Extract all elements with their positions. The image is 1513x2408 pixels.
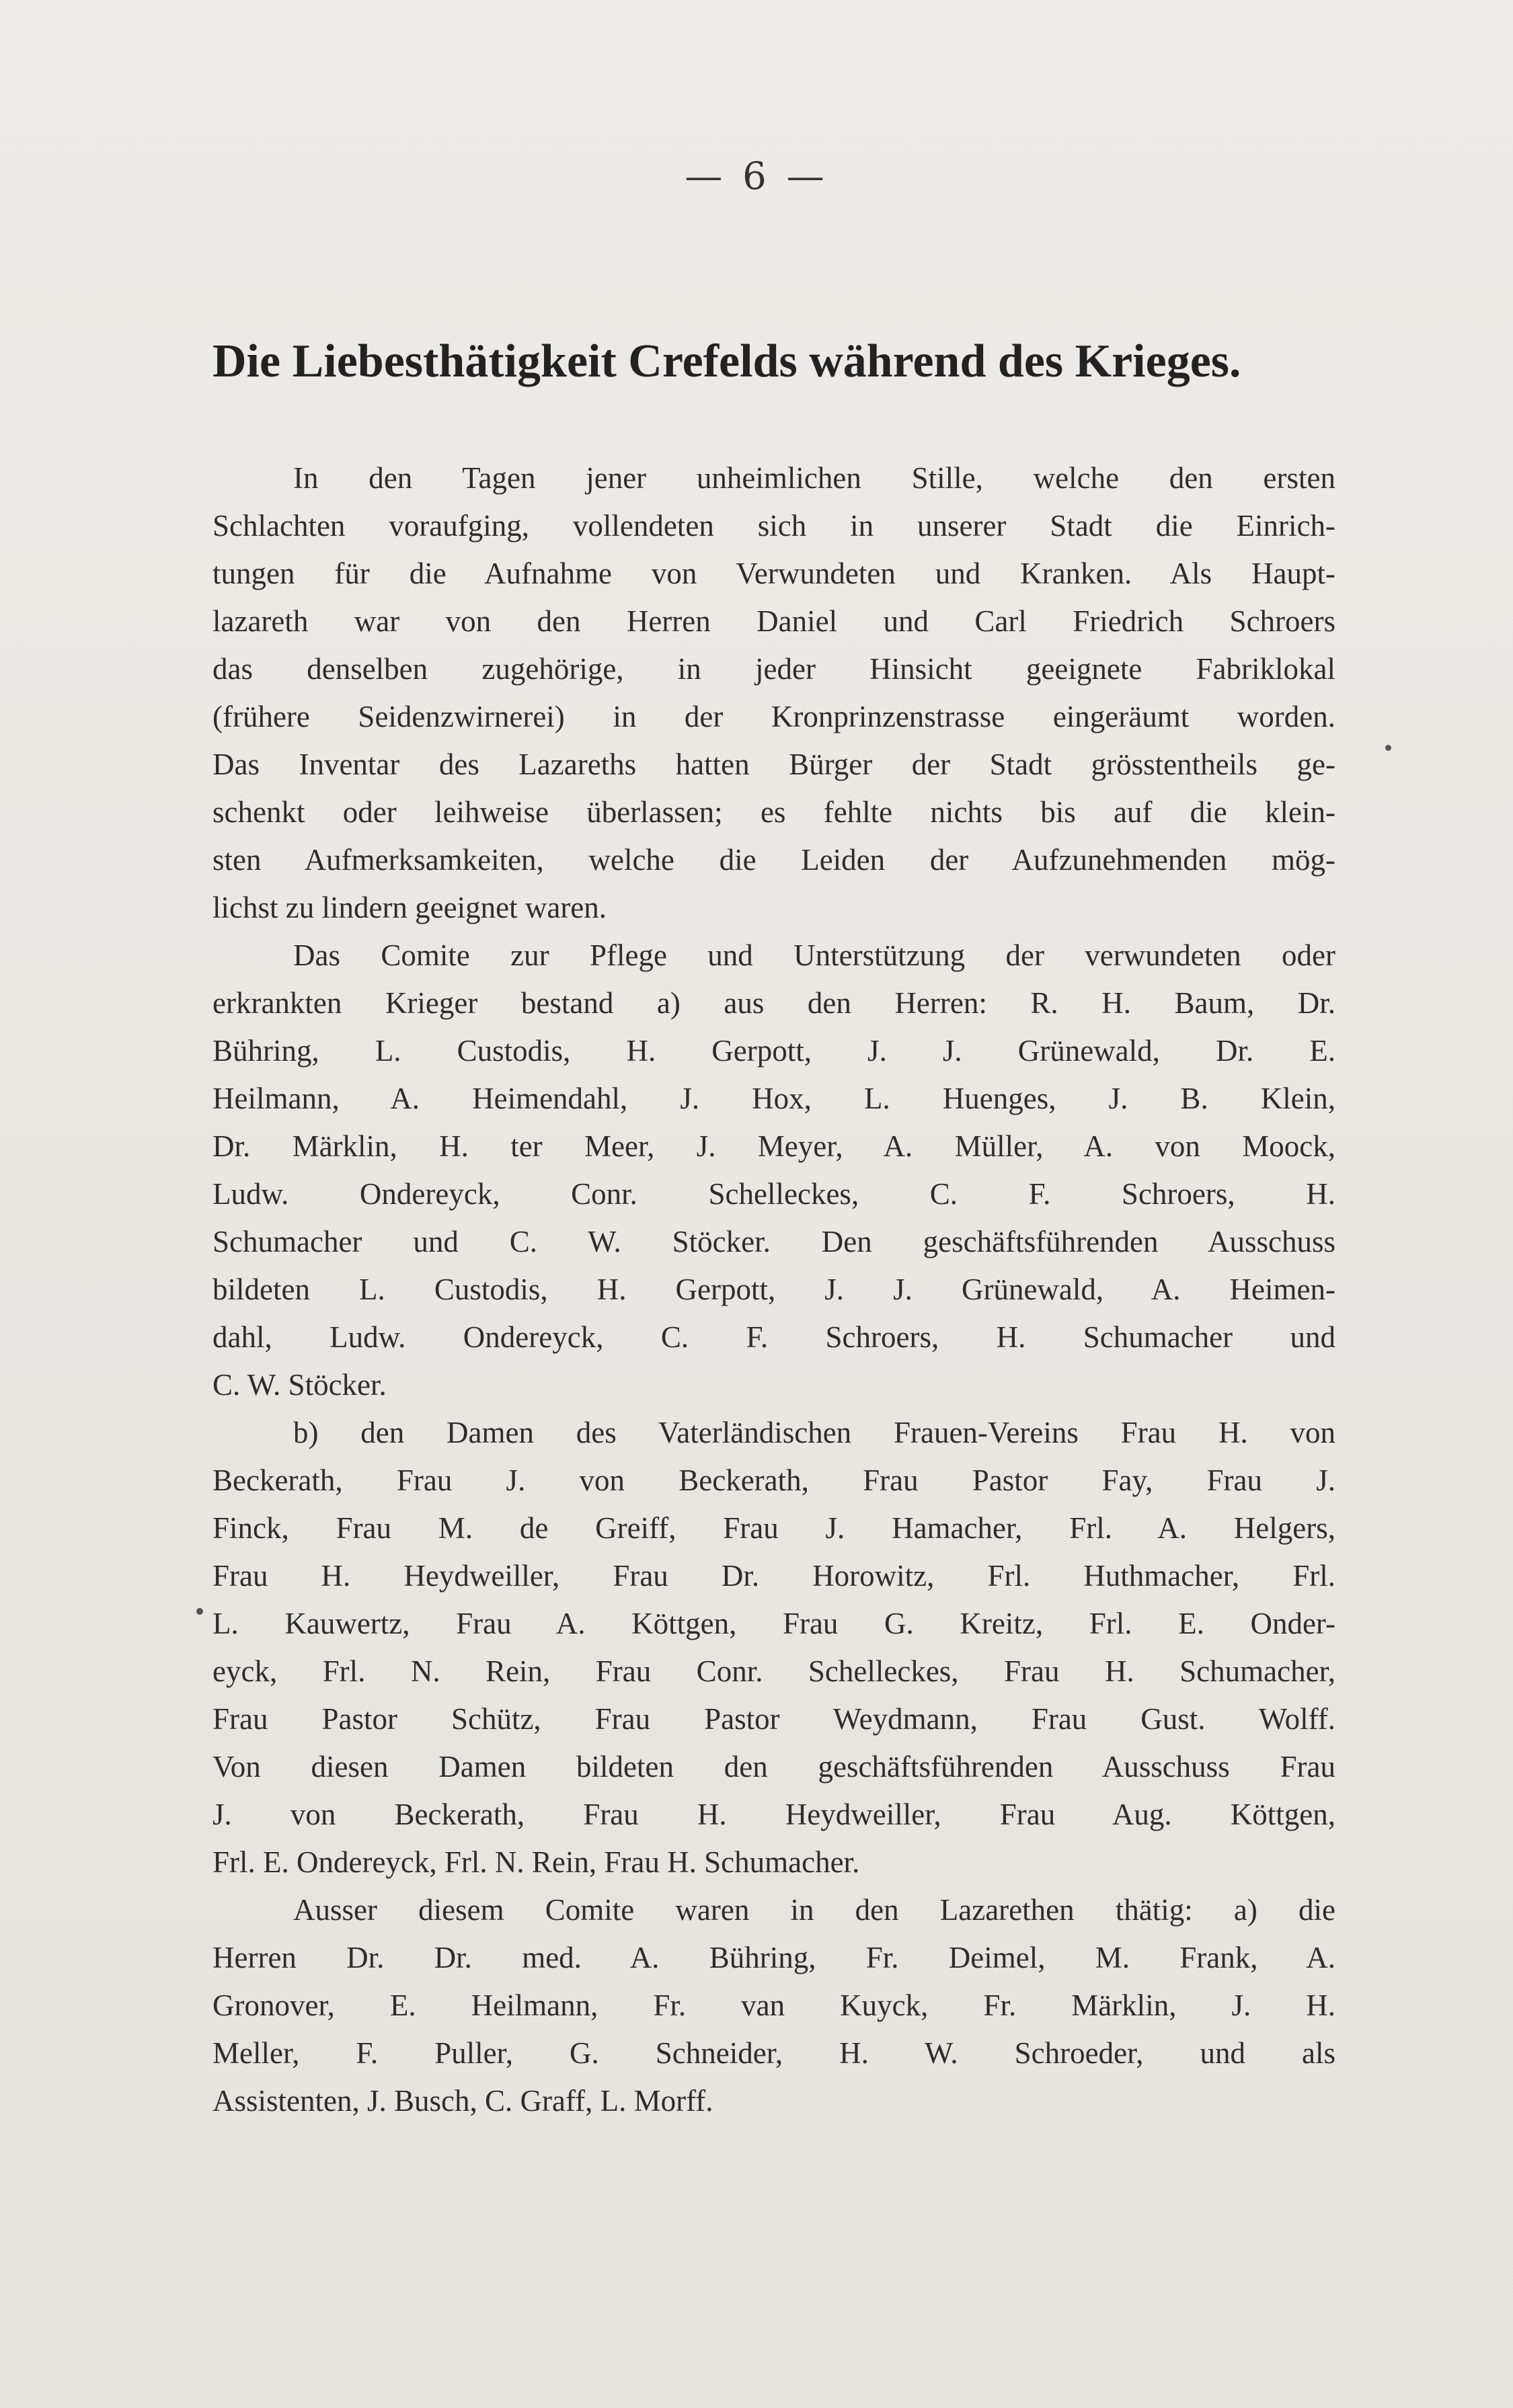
text-line: Gronover, E. Heilmann, Fr. van Kuyck, Fr. Märklin, J. H. [212, 1989, 1335, 2022]
text-line: Frl. E. Ondereyck, Frl. N. Rein, Frau H. Schumacher. [212, 1845, 860, 1879]
text-line: b) den Damen des Vaterländischen Frauen-Vereins Frau H. von [293, 1416, 1335, 1449]
print-speck [196, 1608, 203, 1615]
text-line: Beckerath, Frau J. von Beckerath, Frau Pastor Fay, Frau J. [212, 1463, 1335, 1497]
paragraph-1 [212, 454, 1335, 932]
text-line: erkrankten Krieger bestand a) aus den Herren: R. H. Baum, Dr. [212, 986, 1335, 1020]
text-line: schenkt oder leihweise überlassen; es fehlte nichts bis auf die klein- [212, 795, 1335, 829]
text-line: Das Comite zur Pflege und Unterstützung der verwundeten oder [293, 938, 1335, 972]
chapter-title: Die Liebesthätigkeit Crefelds während des Krieges. [212, 335, 1241, 387]
text-line: Dr. Märklin, H. ter Meer, J. Meyer, A. Müller, A. von Moock, [212, 1129, 1335, 1163]
text-line: In den Tagen jener unheimlichen Stille, welche den ersten [293, 461, 1335, 495]
text-line: dahl, Ludw. Ondereyck, C. F. Schroers, H. Schumacher und [212, 1320, 1335, 1354]
text-line: Schlachten voraufging, vollendeten sich in unserer Stadt die Einrich- [212, 509, 1335, 543]
body-text [212, 454, 1335, 2125]
text-line: Frau Pastor Schütz, Frau Pastor Weydmann, Frau Gust. Wolff. [212, 1702, 1335, 1736]
text-line: Assistenten, J. Busch, C. Graff, L. Morff. [212, 2084, 713, 2118]
text-line: Von diesen Damen bildeten den geschäftsführenden Ausschuss Frau [212, 1750, 1335, 1783]
text-line: Bühring, L. Custodis, H. Gerpott, J. J. Grünewald, Dr. E. [212, 1034, 1335, 1068]
text-line: das denselben zugehörige, in jeder Hinsicht geeignete Fabriklokal [212, 652, 1335, 686]
text-line: Frau H. Heydweiller, Frau Dr. Horowitz, Frl. Huthmacher, Frl. [212, 1559, 1335, 1593]
text-line: Das Inventar des Lazareths hatten Bürger der Stadt grösstentheils ge- [212, 748, 1335, 781]
text-line: tungen für die Aufnahme von Verwundeten und Kranken. Als Haupt- [212, 557, 1335, 590]
text-line: Meller, F. Puller, G. Schneider, H. W. Schroeder, und als [212, 2036, 1335, 2070]
text-line: C. W. Stöcker. [212, 1368, 387, 1402]
text-line: Herren Dr. Dr. med. A. Bühring, Fr. Deimel, M. Frank, A. [212, 1941, 1335, 1974]
text-line: L. Kauwertz, Frau A. Köttgen, Frau G. Kreitz, Frl. E. Onder- [212, 1607, 1335, 1640]
text-line: Finck, Frau M. de Greiff, Frau J. Hamacher, Frl. A. Helgers, [212, 1511, 1335, 1545]
text-line: Heilmann, A. Heimendahl, J. Hox, L. Huenges, J. B. Klein, [212, 1082, 1335, 1115]
page-number: — 6 — [685, 155, 828, 198]
print-speck [1385, 745, 1391, 751]
text-line: eyck, Frl. N. Rein, Frau Conr. Schelleckes, Frau H. Schumacher, [212, 1654, 1335, 1688]
text-line: Ausser diesem Comite waren in den Lazarethen thätig: a) die [293, 1893, 1335, 1927]
text-line: lichst zu lindern geeignet waren. [212, 891, 607, 924]
text-line: Ludw. Ondereyck, Conr. Schelleckes, C. F. Schroers, H. [212, 1177, 1335, 1211]
paragraph-2 [212, 932, 1335, 1409]
paragraph-4 [212, 1886, 1335, 2125]
paragraph-3 [212, 1409, 1335, 1886]
text-line: Schumacher und C. W. Stöcker. Den geschäftsführenden Ausschuss [212, 1225, 1335, 1258]
text-line: bildeten L. Custodis, H. Gerpott, J. J. Grünewald, A. Heimen- [212, 1273, 1335, 1306]
text-line: J. von Beckerath, Frau H. Heydweiller, Frau Aug. Köttgen, [212, 1798, 1335, 1831]
text-line: lazareth war von den Herren Daniel und Carl Friedrich Schroers [212, 604, 1335, 638]
text-line: sten Aufmerksamkeiten, welche die Leiden der Aufzunehmenden mög- [212, 843, 1335, 877]
text-line: (frühere Seidenzwirnerei) in der Kronprinzenstrasse eingeräumt worden. [212, 700, 1335, 733]
